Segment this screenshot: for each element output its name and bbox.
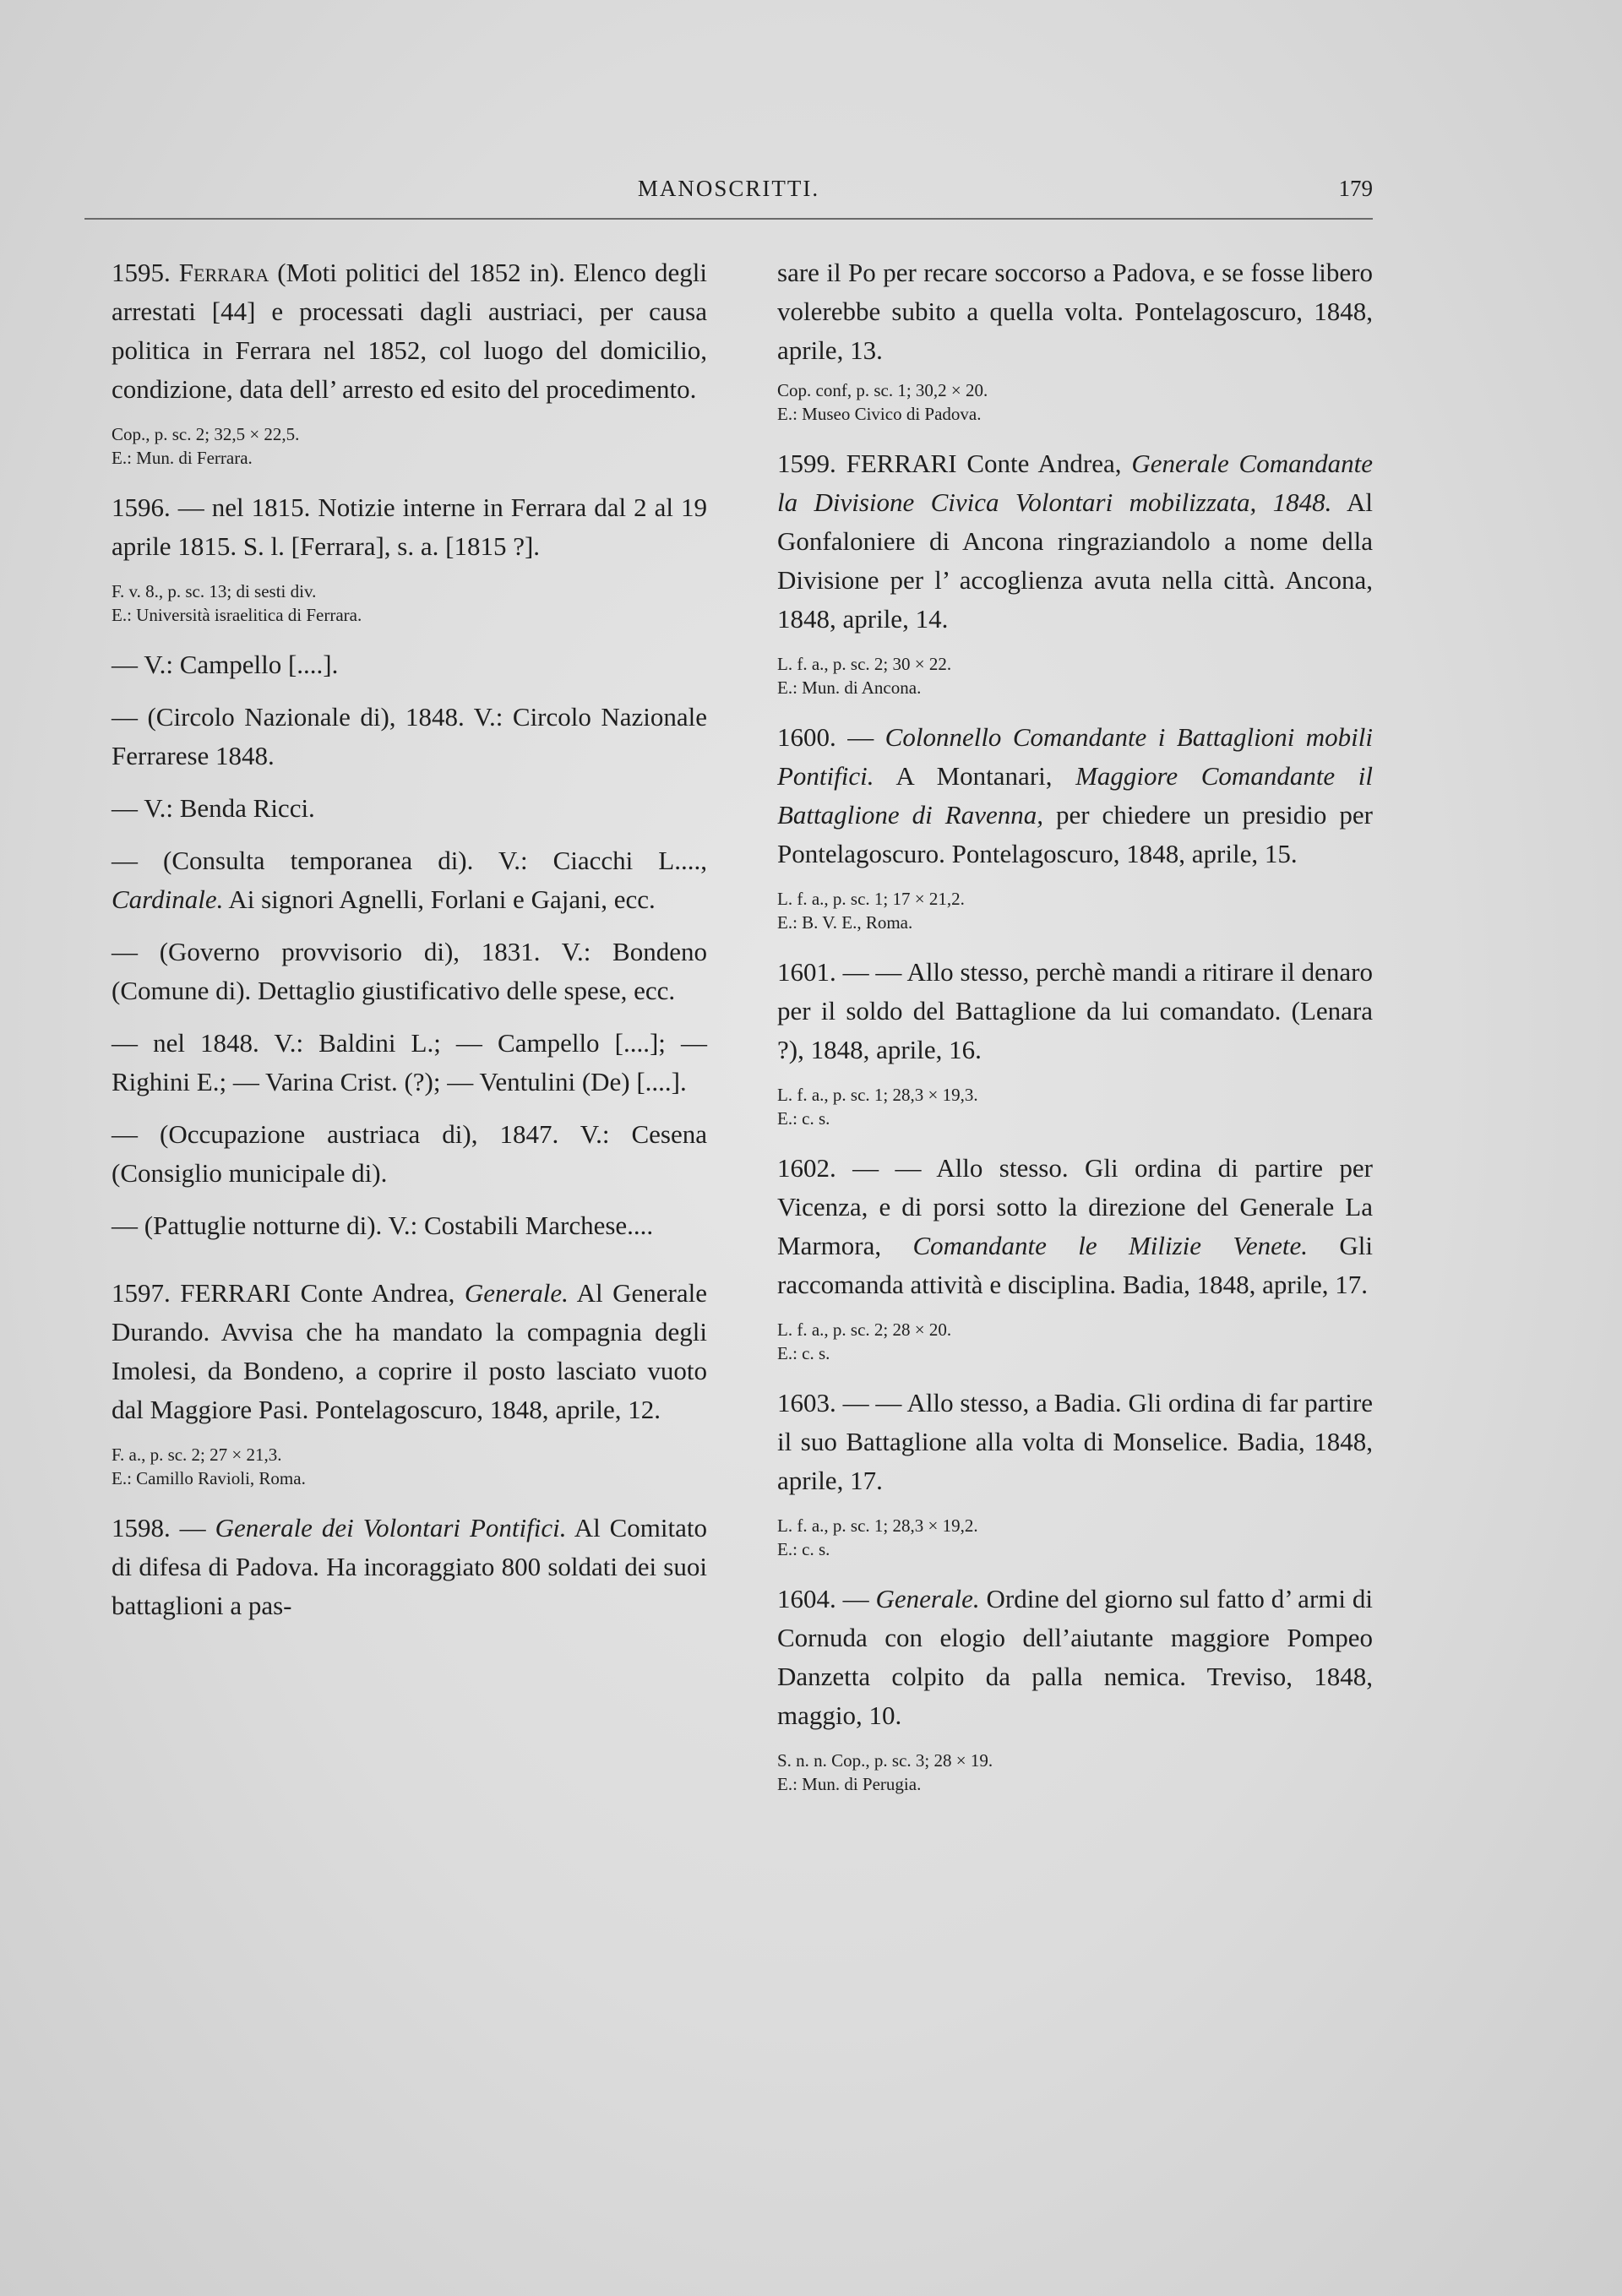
entry-text: 1597. FERRARI Conte Andrea, Generale. Al Generale Durando. Avvisa che ha mandato la compagnia degli Imolesi, da Bondeno, a coprire il posto lasciato vuoto dal Maggiore Pasi. Pontelagoscuro, 1848, aprile, 12. (112, 1278, 707, 1424)
catalog-entry-1604 (777, 1580, 1373, 1796)
right-column (777, 253, 1373, 1814)
entry-text: 1602. — — Allo stesso. Gli ordina di partire per Vicenza, e di porsi sotto la direzione del Generale La Marmora, Comandante le Milizie Venete. Gli raccomanda attività e disciplina. Badia, 1848, aprile, 17. (777, 1153, 1374, 1299)
catalog-entry-1600 (777, 718, 1373, 934)
entry-metadata: L. f. a., p. sc. 1; 28,3 × 19,3. E.: c. s. (777, 1085, 978, 1129)
entry-metadata: L. f. a., p. sc. 2; 28 × 20. E.: c. s. (777, 1319, 952, 1363)
entry-metadata: Cop. conf, p. sc. 1; 30,2 × 20. E.: Museo Civico di Padova. (777, 380, 988, 424)
entry-text: 1603. — — Allo stesso, a Badia. Gli ordina di far partire il suo Battaglione alla volta di Monselice. Badia, 1848, aprile, 17. (777, 1388, 1373, 1495)
catalog-entry-1598-continued (777, 253, 1373, 426)
catalog-entry-1597 (112, 1274, 707, 1490)
catalog-entry-1599 (777, 444, 1373, 699)
entry-metadata: L. f. a., p. sc. 1; 17 × 21,2. E.: B. V. E., Roma. (777, 889, 965, 933)
page-header (84, 176, 1373, 220)
entry-text: sare il Po per recare soccorso a Padova, e se fosse libero volerebbe subito a quella volta. Pontelagoscuro, 1848, aprile, 13. (777, 258, 1373, 365)
cross-reference: — (Pattuglie notturne di). V.: Costabili Marchese.... (112, 1211, 654, 1240)
entry-text: 1601. — — Allo stesso, perchè mandi a ritirare il denaro per il soldo del Battaglione da lui comandato. (Lenara ?), 1848, aprile, 16. (777, 957, 1373, 1064)
cross-reference: — V.: Benda Ricci. (112, 793, 315, 823)
cross-reference: — (Occupazione austriaca di), 1847. V.: Cesena (Consiglio municipale di). (112, 1119, 707, 1188)
left-column (112, 253, 707, 1644)
entry-text: 1598. — Generale dei Volontari Pontifici. Al Comitato di difesa di Padova. Ha incoraggiato 800 soldati dei suoi battaglioni a pas- (112, 1513, 707, 1620)
catalog-entry-1598 (112, 1509, 707, 1625)
cross-reference: — (Circolo Nazionale di), 1848. V.: Circolo Nazionale Ferrarese 1848. (112, 702, 707, 770)
catalog-entry-1601 (777, 953, 1373, 1130)
cross-reference: — (Governo provvisorio di), 1831. V.: Bondeno (Comune di). Dettaglio giustificativo delle spese, ecc. (112, 937, 707, 1005)
entry-number: 1595. (112, 258, 171, 287)
entry-text: (Moti politici del 1852 in). Elenco degli arrestati [44] e processati dagli austriaci, per causa politica in Ferrara nel 1852, col luogo del domicilio, condizione, data dell’ arresto ed esito del procedimento. (112, 258, 708, 404)
entry-name: Ferrara (178, 258, 269, 287)
entry-metadata: L. f. a., p. sc. 1; 28,3 × 19,2. E.: c. s. (777, 1515, 978, 1559)
running-title: MANOSCRITTI. (637, 176, 820, 201)
cross-reference: — V.: Campello [....]. (112, 650, 339, 679)
entry-metadata: Cop., p. sc. 2; 32,5 × 22,5. E.: Mun. di Ferrara. (112, 424, 300, 468)
catalog-entry-1595 (112, 253, 707, 470)
entry-text: 1596. — nel 1815. Notizie interne in Ferrara dal 2 al 19 aprile 1815. S. l. [Ferrara], s. a. [1815 ?]. (112, 492, 707, 561)
entry-metadata: L. f. a., p. sc. 2; 30 × 22. E.: Mun. di Ancona. (777, 654, 952, 698)
entry-text: 1600. — Colonnello Comandante i Battaglioni mobili Pontifici. A Montanari, Maggiore Comandante il Battaglione di Ravenna, per chiedere un presidio per Pontelagoscuro. Pontelagoscuro, 1848, aprile, 15. (777, 722, 1373, 868)
catalog-entry-1603 (777, 1384, 1373, 1561)
entry-text: 1599. FERRARI Conte Andrea, Generale Comandante la Divisione Civica Volontari mobilizzata, 1848. Al Gonfaloniere di Ancona ringraziandolo a nome della Divisione per l’ accoglienza avuta nella città. Ancona, 1848, aprile, 14. (777, 449, 1373, 634)
entry-text: 1604. — Generale. Ordine del giorno sul fatto d’ armi di Cornuda con elogio dell’aiutante maggiore Pompeo Danzetta colpito da palla nemica. Treviso, 1848, maggio, 10. (777, 1584, 1373, 1730)
entry-metadata: S. n. n. Cop., p. sc. 3; 28 × 19. E.: Mun. di Perugia. (777, 1750, 993, 1794)
page-number: 179 (1338, 176, 1373, 201)
entry-metadata: F. v. 8., p. sc. 13; di sesti div. E.: Università israelitica di Ferrara. (112, 581, 362, 625)
catalog-entry-1602 (777, 1149, 1373, 1365)
cross-reference: — (Consulta temporanea di). V.: Ciacchi L...., Cardinale. Ai signori Agnelli, Forlani e Gajani, ecc. (112, 846, 707, 914)
catalog-entry-1596 (112, 488, 707, 627)
cross-reference: — nel 1848. V.: Baldini L.; — Campello [....]; — Righini E.; — Varina Crist. (?); — Ventulini (De) [....]. (112, 1028, 707, 1096)
entry-metadata: F. a., p. sc. 2; 27 × 21,3. E.: Camillo Ravioli, Roma. (112, 1445, 306, 1488)
